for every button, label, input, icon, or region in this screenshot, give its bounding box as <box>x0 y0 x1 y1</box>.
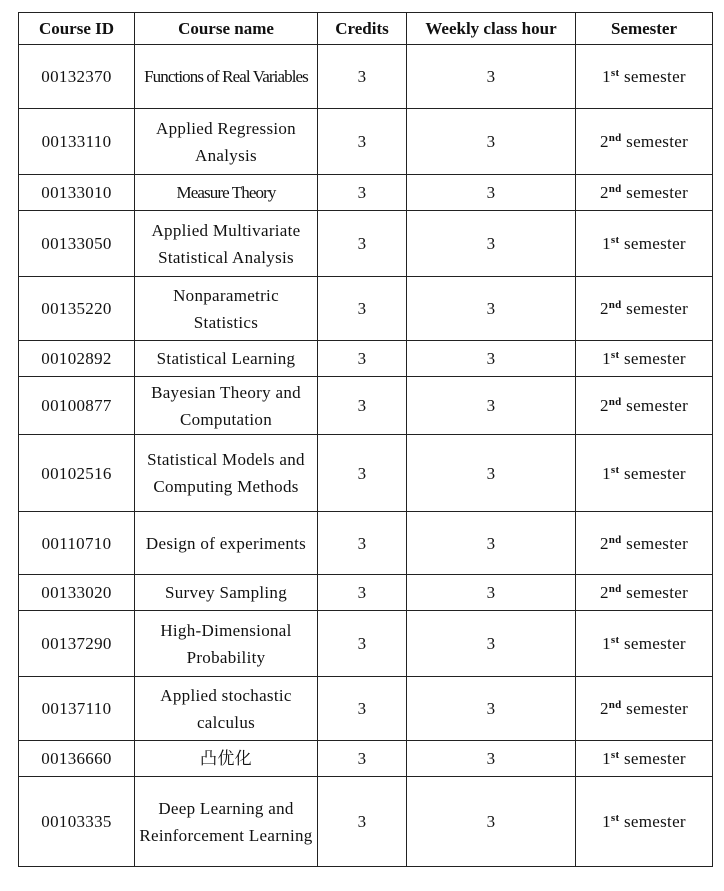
weekly-class-hour-text: 3 <box>486 349 496 368</box>
semester-number: 1 <box>602 349 611 368</box>
credits-text: 3 <box>357 749 367 768</box>
weekly-class-hour-text: 3 <box>486 132 496 151</box>
semester-word: semester <box>619 634 686 653</box>
semester-ordinal-suffix: nd <box>608 132 622 144</box>
course-name-text: Nonparametric Statistics <box>173 285 279 332</box>
semester-cell <box>576 211 713 277</box>
credits-text: 3 <box>357 234 367 253</box>
credits-cell <box>318 211 407 277</box>
course-id-cell <box>19 109 135 175</box>
course-id-text: 00102892 <box>41 349 112 368</box>
semester-number: 2 <box>599 533 609 553</box>
semester-cell <box>576 741 713 777</box>
course-id-text: 00133050 <box>41 234 112 253</box>
course-name-text: 凸优化 <box>200 749 252 768</box>
course-name-cell <box>135 277 318 341</box>
weekly-class-hour-text: 3 <box>486 299 496 318</box>
header-course-id: Course ID <box>19 13 135 45</box>
semester-ordinal-suffix: st <box>610 634 620 646</box>
course-name-text: Deep Learning and Reinforcement Learning <box>139 798 313 845</box>
credits-text: 3 <box>357 183 367 202</box>
semester-number: 1 <box>602 634 611 653</box>
semester-word: semester <box>619 234 686 253</box>
weekly-class-hour-cell <box>407 611 576 677</box>
semester-number: 1 <box>602 812 611 831</box>
semester-word: semester <box>619 749 686 768</box>
semester-ordinal-suffix: nd <box>608 533 622 546</box>
credits-text: 3 <box>357 699 367 718</box>
semester-ordinal-suffix: st <box>610 812 620 824</box>
weekly-class-hour-text: 3 <box>486 533 496 553</box>
weekly-class-hour-text: 3 <box>486 749 496 768</box>
weekly-class-hour-cell <box>407 575 576 611</box>
semester-cell <box>576 677 713 741</box>
semester-cell <box>576 377 713 435</box>
header-semester: Semester <box>576 13 713 45</box>
table-row <box>19 377 713 435</box>
credits-cell <box>318 741 407 777</box>
header-credits: Credits <box>318 13 407 45</box>
course-id-text: 00137110 <box>41 699 112 718</box>
semester-ordinal-suffix: st <box>610 67 620 79</box>
semester-ordinal-suffix: st <box>610 749 620 761</box>
course-name-text: Functions of Real Variables <box>144 67 308 86</box>
semester-cell <box>576 45 713 109</box>
course-name-cell <box>135 611 318 677</box>
credits-cell <box>318 175 407 211</box>
weekly-class-hour-text: 3 <box>486 812 496 831</box>
credits-text: 3 <box>357 634 367 653</box>
course-name-text: Measure Theory <box>176 183 276 202</box>
credits-text: 3 <box>357 396 367 415</box>
course-id-cell <box>19 211 135 277</box>
weekly-class-hour-text: 3 <box>486 67 496 86</box>
course-id-text: 00133110 <box>41 132 112 151</box>
semester-cell <box>576 109 713 175</box>
course-name-cell <box>135 741 318 777</box>
course-name-text: Applied Regression Analysis <box>156 118 296 165</box>
semester-cell <box>576 435 713 512</box>
credits-text: 3 <box>357 583 367 602</box>
weekly-class-hour-cell <box>407 341 576 377</box>
course-name-cell <box>135 575 318 611</box>
credits-cell <box>318 512 407 575</box>
course-name-cell <box>135 341 318 377</box>
semester-word: semester <box>621 183 689 202</box>
weekly-class-hour-cell <box>407 175 576 211</box>
course-id-text: 00137290 <box>41 634 112 653</box>
semester-cell <box>576 341 713 377</box>
credits-cell <box>318 575 407 611</box>
course-name-cell <box>135 175 318 211</box>
table-row <box>19 677 713 741</box>
course-name-text: Statistical Models and Computing Methods <box>147 450 305 496</box>
semester-ordinal-suffix: st <box>610 234 620 246</box>
weekly-class-hour-text: 3 <box>486 583 496 602</box>
semester-ordinal-suffix: nd <box>608 396 622 408</box>
weekly-class-hour-cell <box>407 45 576 109</box>
weekly-class-hour-cell <box>407 277 576 341</box>
course-name-cell <box>135 109 318 175</box>
semester-cell <box>576 611 713 677</box>
course-id-text: 00132370 <box>41 67 112 86</box>
weekly-class-hour-text: 3 <box>486 634 496 653</box>
weekly-class-hour-text: 3 <box>486 396 496 415</box>
weekly-class-hour-text: 3 <box>486 234 496 253</box>
course-id-cell <box>19 777 135 867</box>
course-id-cell <box>19 741 135 777</box>
course-name-text: Survey Sampling <box>164 583 288 602</box>
course-name-text: Applied Multivariate Statistical Analysis <box>151 220 301 267</box>
course-name-cell <box>135 512 318 575</box>
semester-word: semester <box>621 583 689 602</box>
semester-ordinal-suffix: nd <box>608 583 622 595</box>
course-id-text: 00135220 <box>41 299 112 318</box>
course-name-text: Bayesian Theory and Computation <box>151 382 301 429</box>
semester-number: 2 <box>599 183 609 202</box>
credits-cell <box>318 45 407 109</box>
credits-text: 3 <box>357 67 367 86</box>
semester-cell <box>576 512 713 575</box>
semester-number: 1 <box>602 67 611 86</box>
semester-cell <box>576 575 713 611</box>
weekly-class-hour-text: 3 <box>486 463 496 483</box>
semester-number: 2 <box>599 396 609 415</box>
credits-cell <box>318 777 407 867</box>
course-name-text: Design of experiments <box>145 533 307 553</box>
course-name-cell <box>135 377 318 435</box>
credits-text: 3 <box>357 132 367 151</box>
credits-cell <box>318 109 407 175</box>
course-table <box>18 12 713 867</box>
table-header <box>19 13 713 45</box>
semester-word: semester <box>619 67 686 86</box>
semester-word: semester <box>621 396 689 415</box>
semester-number: 2 <box>599 132 609 151</box>
course-name-text: Statistical Learning <box>156 349 296 368</box>
credits-text: 3 <box>357 299 367 318</box>
weekly-class-hour-cell <box>407 377 576 435</box>
semester-number: 1 <box>602 749 611 768</box>
credits-text: 3 <box>357 533 367 553</box>
semester-ordinal-suffix: nd <box>608 699 622 711</box>
course-id-cell <box>19 45 135 109</box>
weekly-class-hour-cell <box>407 512 576 575</box>
semester-word: semester <box>621 533 689 553</box>
semester-word: semester <box>619 812 686 831</box>
weekly-class-hour-text: 3 <box>486 183 496 202</box>
table-row <box>19 512 713 575</box>
credits-cell <box>318 677 407 741</box>
credits-text: 3 <box>357 349 367 368</box>
course-id-cell <box>19 677 135 741</box>
table-row <box>19 211 713 277</box>
semester-cell <box>576 277 713 341</box>
semester-word: semester <box>621 699 689 718</box>
table-row <box>19 45 713 109</box>
header-row <box>19 13 713 45</box>
weekly-class-hour-cell <box>407 211 576 277</box>
table-row <box>19 777 713 867</box>
weekly-class-hour-cell <box>407 435 576 512</box>
table-row <box>19 575 713 611</box>
semester-number: 1 <box>602 234 611 253</box>
course-id-cell <box>19 377 135 435</box>
table-row <box>19 611 713 677</box>
course-id-text: 00136660 <box>41 749 112 768</box>
credits-cell <box>318 611 407 677</box>
course-name-cell <box>135 435 318 512</box>
table-row <box>19 277 713 341</box>
semester-number: 2 <box>599 299 609 318</box>
header-course-name: Course name <box>135 13 318 45</box>
table-row <box>19 341 713 377</box>
course-id-text: 00110710 <box>41 533 112 553</box>
semester-ordinal-suffix: st <box>610 463 620 476</box>
course-id-text: 00100877 <box>41 396 112 415</box>
weekly-class-hour-cell <box>407 677 576 741</box>
weekly-class-hour-cell <box>407 109 576 175</box>
semester-number: 2 <box>599 699 609 718</box>
credits-text: 3 <box>357 463 367 483</box>
course-id-cell <box>19 277 135 341</box>
semester-word: semester <box>619 349 686 368</box>
table-row <box>19 741 713 777</box>
table-row <box>19 435 713 512</box>
header-weekly-class-hour: Weekly class hour <box>407 13 576 45</box>
weekly-class-hour-text: 3 <box>486 699 496 718</box>
semester-number: 1 <box>602 463 611 483</box>
course-id-text: 00133020 <box>41 583 112 602</box>
weekly-class-hour-cell <box>407 741 576 777</box>
course-id-cell <box>19 611 135 677</box>
semester-cell <box>576 175 713 211</box>
semester-word: semester <box>621 132 689 151</box>
credits-cell <box>318 435 407 512</box>
course-id-text: 00133010 <box>41 183 112 202</box>
course-id-text: 00102516 <box>41 463 112 483</box>
table-row <box>19 109 713 175</box>
semester-ordinal-suffix: nd <box>608 183 622 195</box>
table-body <box>19 45 713 867</box>
semester-number: 2 <box>599 583 609 602</box>
credits-cell <box>318 277 407 341</box>
course-id-cell <box>19 512 135 575</box>
weekly-class-hour-cell <box>407 777 576 867</box>
semester-word: semester <box>619 463 686 483</box>
semester-ordinal-suffix: nd <box>608 299 622 311</box>
semester-cell <box>576 777 713 867</box>
course-id-cell <box>19 175 135 211</box>
course-name-cell <box>135 45 318 109</box>
course-id-cell <box>19 341 135 377</box>
course-id-cell <box>19 575 135 611</box>
course-name-text: High-Dimensional Probability <box>160 620 292 667</box>
credits-text: 3 <box>357 812 367 831</box>
course-name-cell <box>135 677 318 741</box>
table-row <box>19 175 713 211</box>
course-name-cell <box>135 777 318 867</box>
credits-cell <box>318 341 407 377</box>
semester-ordinal-suffix: st <box>610 349 620 361</box>
semester-word: semester <box>621 299 689 318</box>
credits-cell <box>318 377 407 435</box>
course-id-text: 00103335 <box>41 812 112 831</box>
course-id-cell <box>19 435 135 512</box>
course-name-text: Applied stochastic calculus <box>160 685 292 732</box>
course-name-cell <box>135 211 318 277</box>
